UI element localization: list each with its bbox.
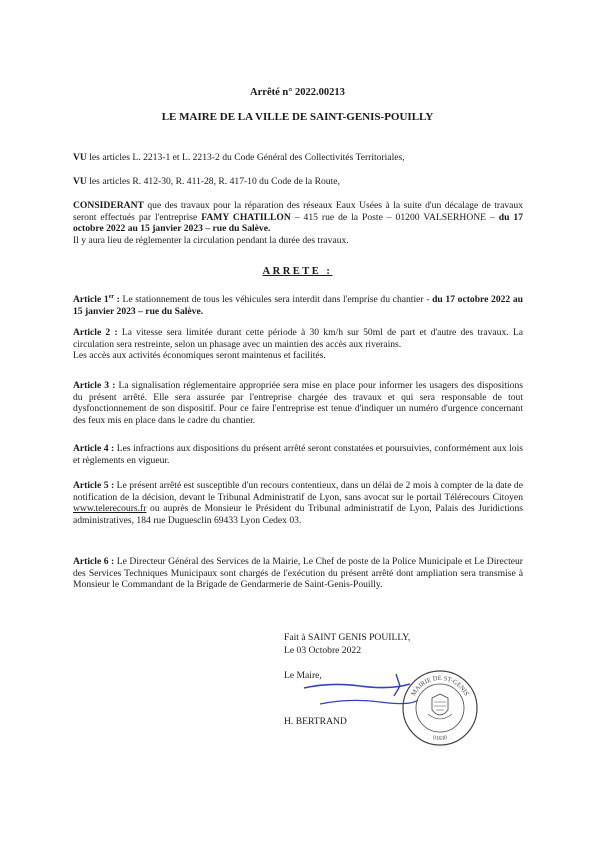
considerant-text: que des travaux pour la réparation des réseaux Eaux Usées à la suite d'un décalage de travaux seront effectués par l'entreprise <box>73 200 523 223</box>
article-5-text: Le présent arrêté est susceptible d'un recours contentieux, dans un délai de 2 mois à compter de la date de notification de la décision, devant le Tribunal Administratif de Lyon, sans avocat sur le portail Télérecours Citoyen <box>73 480 523 503</box>
article-1-dates: du 17 octobre 2022 au 15 janvier 2023 – rue du Salève. <box>73 294 524 317</box>
article-label <box>73 294 120 305</box>
article-6-label: Article 6 : <box>73 556 115 567</box>
article-4-label: Article 4 : <box>73 443 115 454</box>
considerant-dates: du 17 octobre 2022 au 15 janvier 2023 – rue du Salève. <box>73 211 524 235</box>
article-1-colon: : <box>114 294 120 306</box>
signature-place: Fait à SAINT GENIS POUILLY, <box>284 632 411 643</box>
vu-line-1 <box>73 152 523 164</box>
considerant-paragraph <box>73 200 523 246</box>
telerecours-link[interactable]: www.telerecours.fr <box>73 503 147 515</box>
vu-text: les articles L. 2213-1 et L. 2213-2 du Code Général des Collectivités Territoriales, <box>86 152 405 163</box>
mairie-stamp <box>400 668 480 748</box>
article-1-label: Article 1 <box>73 294 109 306</box>
article-6 <box>73 556 523 591</box>
stamp-text-top: MAIRIE DE ST-GENIS <box>410 674 470 698</box>
svg-text:01630 <box>432 735 448 742</box>
article-4 <box>73 443 523 466</box>
authority-title: LE MAIRE DE LA VILLE DE SAINT-GENIS-POUILLY <box>161 111 434 123</box>
vu-text: les articles R. 412-30, R. 411-28, R. 417-10 du Code de la Route, <box>86 176 340 187</box>
vu-label: VU <box>73 152 87 163</box>
considerant-address: – 415 rue de la Poste – 01200 VALSERHONE – <box>290 211 499 223</box>
article-3-text: La signalisation réglementaire appropriée sera mise en place pour informer les usagers des dispositions du présent arrêté. Elle sera assurée par l'entreprise chargée des travaux et qui sera responsable de tout dysfonctionnement de son dispositif. Pour ce faire l'entreprise est tenue d'indiquer un numéro d'urgence concernant des feux mis en place dans le cadre du chantier. <box>73 380 523 426</box>
considerant-label: CONSIDERANT <box>73 200 144 211</box>
considerant-line3: Il y aura lieu de réglementer la circulation pendant la durée des travaux. <box>73 234 349 246</box>
article-2-label: Article 2 : <box>73 327 118 338</box>
article-1-text: Le stationnement de tous les véhicules sera interdit dans l'emprise du chantier - <box>119 294 433 306</box>
arrete-number: Arrêté n° 2022.00213 <box>250 87 345 98</box>
vu-line-2 <box>73 176 523 188</box>
article-5 <box>73 480 523 526</box>
signature-name: H. BERTRAND <box>284 716 347 727</box>
stamp-emblem-icon <box>428 694 452 719</box>
article-1-sup: er <box>108 294 115 300</box>
arrete-heading <box>0 266 595 277</box>
stamp-text-bottom: 01630 <box>432 735 448 742</box>
article-4-text: Les infractions aux dispositions du présent arrêté seront constatées et poursuivies, conformément aux lois et règlements en vigueur. <box>73 443 523 466</box>
signature-date: Le 03 Octobre 2022 <box>284 645 361 656</box>
article-5-label: Article 5 : <box>73 480 115 491</box>
company-name: FAMY CHATILLON <box>201 211 291 223</box>
article-3 <box>73 380 523 426</box>
arrete-heading-text: ARRETE : <box>262 266 333 277</box>
article-3-label: Article 3 : <box>73 380 116 391</box>
article-2-line2: Les accès aux activités économiques seront maintenus et facilités. <box>73 350 326 362</box>
article-6-text: Le Directeur Général des Services de la Mairie, Le Chef de poste de la Police Municipale et Le Directeur des Services Techniques Municipaux sont chargés de l'exécution du présent arrêté dont ampliation sera transmise à Monsieur le Commandant de la Brigade de Gendarmerie de Saint-Genis-Pouilly. <box>73 556 523 591</box>
article-2-text: La vitesse sera limitée durant cette période à 30 km/h sur 50ml de part et d'autre des travaux. La circulation sera restreinte, selon un phasage avec un maintien des accès aux riverains. <box>73 327 523 350</box>
article-1 <box>73 292 523 317</box>
article-5-text-end: ou auprès de Monsieur le Président du Tribunal administratif de Lyon, Palais des Juridictions administratives, 184 rue Duguesclin 69433 Lyon Cedex 03. <box>73 503 523 526</box>
article-2 <box>73 327 523 362</box>
vu-label: VU <box>73 176 87 187</box>
signature-role: Le Maire, <box>284 670 322 681</box>
